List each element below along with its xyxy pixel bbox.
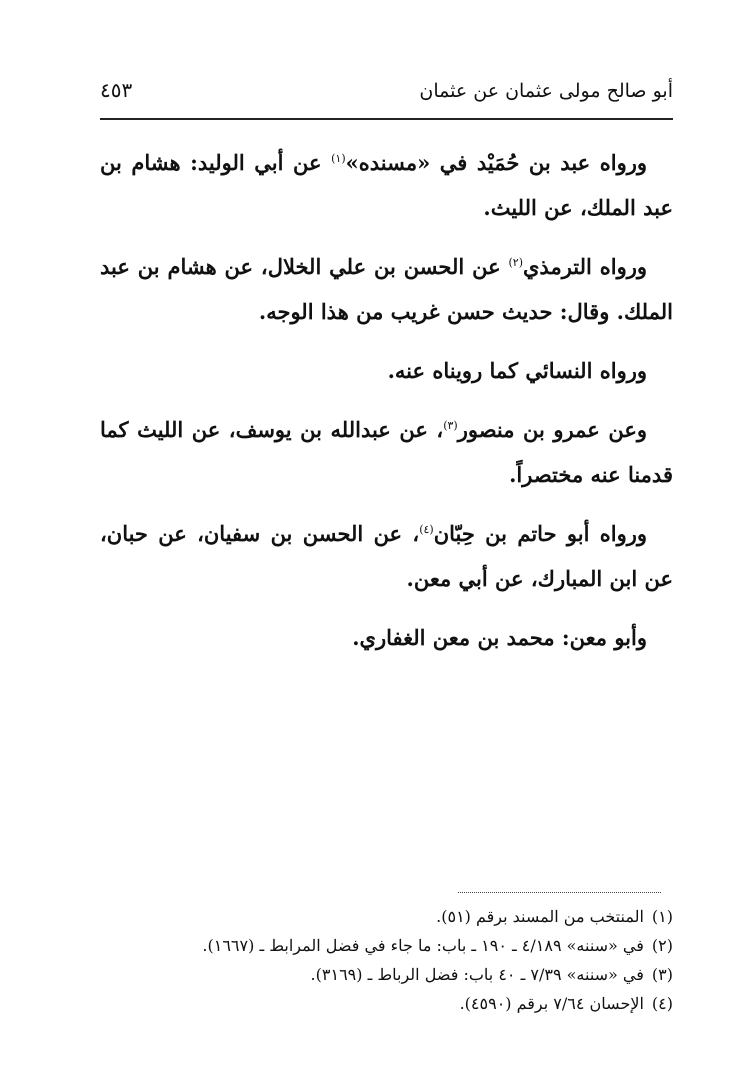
paragraph: [100, 348, 673, 393]
footnote: [100, 989, 673, 1018]
footnote-number: (١): [651, 907, 673, 926]
footnote-reference: (٣): [443, 419, 458, 432]
footnote-text: في «سننه» ٤/١٨٩ ـ ١٩٠ ـ باب: ما جاء في فضل المرابط ـ (١٦٦٧).: [202, 936, 644, 955]
paragraph: [100, 407, 673, 497]
paragraph-text: ورواه النسائي كما رويناه عنه.: [387, 358, 647, 383]
footnote: [100, 931, 673, 960]
paragraph-text: عن أبي الوليد: هشام بن عبد الملك، عن الليث.: [100, 150, 673, 220]
paragraph: [100, 511, 673, 601]
footnote-reference: (٢): [508, 256, 523, 269]
page-number: ٤٥٣: [100, 78, 133, 102]
paragraph: [100, 140, 673, 230]
footnote-number: (٤): [651, 994, 673, 1013]
footnote: [100, 902, 673, 931]
footnote-number: (٢): [651, 936, 673, 955]
footnote-text: في «سننه» ٧/٣٩ ـ ٤٠ باب: فضل الرباط ـ (٣١٦٩).: [310, 965, 644, 984]
header-divider: [100, 118, 673, 120]
paragraph-text: عن الحسن بن علي الخلال، عن هشام بن عبد الملك. وقال: حديث حسن غريب من هذا الوجه.: [100, 254, 673, 324]
footnote-reference: (١): [331, 152, 346, 165]
paragraph-text: ورواه أبو حاتم بن حِبّان: [433, 521, 647, 546]
paragraph: [100, 615, 673, 660]
paragraph-text: وأبو معن: محمد بن معن الغفاري.: [352, 625, 647, 650]
paragraph-text: ورواه الترمذي: [523, 254, 647, 279]
footnote-divider: [458, 892, 661, 893]
footnotes: [100, 902, 673, 1018]
footnote-reference: (٤): [419, 523, 434, 536]
footnote: [100, 960, 673, 989]
paragraph: [100, 244, 673, 334]
footnote-text: الإحسان ٧/٦٤ برقم (٤٥٩٠).: [459, 994, 644, 1013]
running-title: أبو صالح مولى عثمان عن عثمان: [419, 80, 673, 102]
paragraph-text: ، عن الحسن بن سفيان، عن حبان، عن ابن المبارك، عن أبي معن.: [100, 521, 673, 591]
page-header: [100, 74, 673, 114]
footnote-number: (٣): [651, 965, 673, 984]
main-text: [100, 140, 673, 674]
footnote-text: المنتخب من المسند برقم (٥١).: [436, 907, 644, 926]
paragraph-text: ، عن عبدالله بن يوسف، عن الليث كما قدمنا عنه مختصراً.: [100, 417, 673, 487]
paragraph-text: وعن عمرو بن منصور: [457, 417, 647, 442]
paragraph-text: ورواه عبد بن حُمَيْد في «مسنده»: [345, 150, 647, 175]
